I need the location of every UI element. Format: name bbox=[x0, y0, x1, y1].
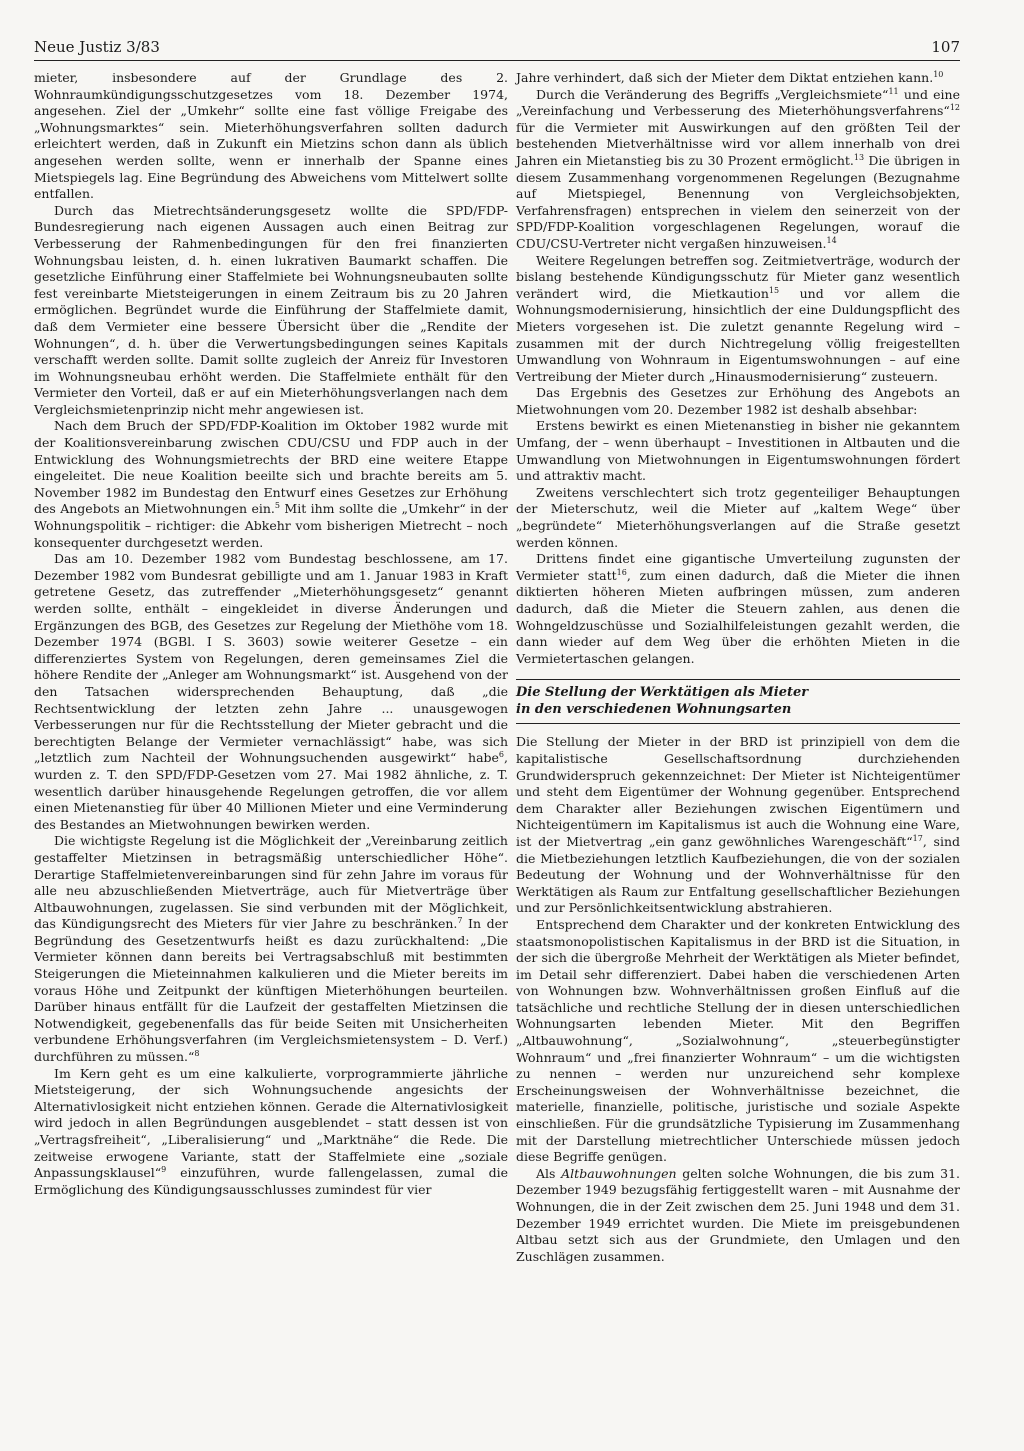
right-column bbox=[516, 70, 960, 1265]
emphasis-term: Altbauwohnungen bbox=[561, 1165, 677, 1181]
paragraph: Als Altbauwohnungen gelten solche Wohnungen, die bis zum 31. Dezember 1949 bezugsfähig fertiggestellt waren – mit Ausnahme der Wohnungen, die in der Zeit zwischen dem 25. Juni 1948 und dem 31. Dezember 1949 errichtet wurden. Die Miete im preisgebundenen Altbau setzt sich aus der Grundmiete, den Umlagen und den Zuschlägen zusammen. bbox=[516, 1165, 960, 1264]
footnote-ref: 8 bbox=[194, 1048, 200, 1058]
section-heading bbox=[516, 679, 960, 724]
footnote-ref: 10 bbox=[933, 69, 944, 79]
footnote-ref: 12 bbox=[949, 103, 960, 113]
section-heading-line: Die Stellung der Werktätigen als Mieter bbox=[516, 685, 809, 701]
footnote-ref: 5 bbox=[274, 501, 280, 511]
footnote-ref: 14 bbox=[826, 235, 837, 245]
paragraph: Nach dem Bruch der SPD/FDP-Koalition im Oktober 1982 wurde mit der Koalitionsvereinbarung zwischen CDU/CSU und FDP auch in der Entwicklung des Wohnungsmietrechts der BRD eine weitere Etappe eingeleitet. Die neue Koalition beeilte sich und brachte bereits am 5. November 1982 im Bundestag den Entwurf eines Gesetzes zur Erhöhung des Angebots an Mietwohnungen ein.$^5$ Mit ihm sollte die „Umkehr“ in der Wohnungspolitik – richtiger: die Abkehr vom bisherigen Mietrecht – noch konsequenter durchgesetzt werden. bbox=[34, 418, 508, 550]
paragraph: Entsprechend dem Charakter und der konkreten Entwicklung des staatsmonopolistischen Kapitalismus in der BRD ist die Situation, in der sich die übergroße Mehrheit der Werktätigen als Mieter befindet, im Detail sehr differenziert. Dabei haben die verschiedenen Arten von Wohnungen bzw. Wohnverhältnissen großen Einfluß auf die tatsächliche und rechtliche Stellung der in diesen unterschiedlichen Wohnungsarten lebenden Mieter. Mit den Begriffen „Altbauwohnung“, „Sozialwohnung“, „steuerbegünstigter Wohnraum“ und „frei finanzierter Wohnraum“ – um die wichtigsten zu nennen – werden nur unzureichend sehr komplexe Erscheinungsweisen der Wohnverhältnisse bezeichnet, die materielle, finanzielle, politische, juristische und soziale Aspekte einschließen. Für die grundsätzliche Typisierung im Zusammenhang mit der Darstellung mietrechtlicher Unterschiede müssen jedoch diese Begriffe genügen. bbox=[516, 916, 960, 1165]
footnote-ref: 9 bbox=[161, 1165, 167, 1175]
paragraph: Erstens bewirkt es einen Mietenanstieg in bisher nie gekanntem Umfang, der – wenn überhaupt – Investitionen in Altbauten und die Umwandlung von Mietwohnungen in Eigentumswohnungen fördert und attraktiv macht. bbox=[516, 418, 960, 484]
paragraph: Drittens findet eine gigantische Umverteilung zugunsten der Vermieter statt$^{16}$, zum einen dadurch, daß die Mieter die ihnen diktierten höheren Mieten aufbringen müssen, zum anderen dadurch, daß die Mieter die Steuern zahlen, aus denen die Wohngeldzuschüsse und Sozialhilfeleistungen gezahlt werden, die dann wieder auf dem Weg über die erhöhten Mieten in die Vermietertaschen gelangen. bbox=[516, 551, 960, 666]
paragraph: Jahre verhindert, daß sich der Mieter dem Diktat entziehen kann.$^{10}$ bbox=[516, 69, 944, 85]
paragraph: mieter, insbesondere auf der Grundlage des 2. Wohnraumkündigungsschutzgesetzes vom 18. Dezember 1974, angesehen. Ziel der „Umkehr“ sollte eine fast völlige Freigabe des „Wohnungsmarktes“ sein. Mieterhöhungsverfahren sollten dadurch erleichtert werden, daß in Zukunft ein Mietzins schon dann als üblich angesehen werden sollte, wenn er innerhalb der Spanne eines Mietspiegels lag. Eine Begründung des Abweichens vom Mittelwert sollte entfallen. bbox=[34, 70, 508, 202]
paragraph: Weitere Regelungen betreffen sog. Zeitmietverträge, wodurch der bislang bestehende Kündigungsschutz für Mieter ganz wesentlich verändert wird, die Mietkaution$^{15}$ und vor allem die Wohnungsmodernisierung, hinsichtlich der eine Duldungspflicht des Mieters vorgesehen ist. Die zuletzt genannte Regelung wird – zusammen mit der durch Nichtregelung völlig freigestellten Umwandlung von Wohnraum in Eigentumswohnungen – auf eine Vertreibung der Mieter durch „Hinausmodernisierung“ zusteuern. bbox=[516, 252, 960, 384]
running-header bbox=[34, 36, 960, 61]
paragraph: Die Stellung der Mieter in der BRD ist prinzipiell von dem die kapitalistische Gesellschaftsordnung durchziehenden Grundwiderspruch gekennzeichnet: Der Mieter ist Nichteigentümer und steht dem Eigentümer der Wohnung gegenüber. Entsprechend dem Charakter aller Beziehungen zwischen Eigentümern und Nichteigentümern im Kapitalismus ist auch die Wohnung eine Ware, ist der Mietvertrag „ein ganz gewöhnliches Warengeschäft“$^{17}$, sind die Mietbeziehungen letztlich Kaufbeziehungen, die von der sozialen Bedeutung der Wohnung und der Wohnverhältnisse für den Werktätigen als Raum zur Entfaltung gesellschaftlicher Beziehungen und zur Persönlichkeitsentwicklung abstrahieren. bbox=[516, 734, 960, 916]
footnote-ref: 6 bbox=[498, 750, 505, 760]
footnote-ref: 17 bbox=[912, 833, 923, 843]
paragraph: Im Kern geht es um eine kalkulierte, vorprogrammierte jährliche Mietsteigerung, der sich Wohnungsuchende angesichts der Alternativlosigkeit nicht entziehen können. Gerade die Alternativlosigkeit wird jedoch in allen Begründungen ausgeblendet – statt dessen ist von „Vertragsfreiheit“, „Liberalisierung“ und „Marktnähe“ die Rede. Die zeitweise erwogene Variante, statt der Staffelmiete eine „soziale Anpassungsklausel“$^9$ einzuführen, wurde fallengelassen, zumal die Ermöglichung des Kündigungsausschlusses zumindest für vier bbox=[34, 1065, 508, 1197]
left-column bbox=[34, 70, 508, 1198]
paragraph: Durch das Mietrechtsänderungsgesetz wollte die SPD/FDP-Bundesregierung nach eigenen Aussagen auch einen Beitrag zur Verbesserung der Rahmenbedingungen für den frei finanzierten Wohnungsbau leisten, d. h. einen lukrativen Baumarkt schaffen. Die gesetzliche Einführung einer Staffelmiete bei Wohnungsneubauten sollte fest vereinbarte Mietsteigerungen in einem Zeitraum bis zu 20 Jahren ermöglichen. Begründet wurde die Einführung der Staffelmiete damit, daß dem Vermieter eine bessere Übersicht über die „Rendite der Wohnungen“, d. h. über die Verwertungsbedingungen seines Kapitals verschafft werden sollte. Damit sollte zugleich der Anreiz für Investoren im Wohnungsneubau erhöht werden. Die Staffelmiete enthält für den Vermieter den Vorteil, daß er auf ein Mieterhöhungsverlangen nach dem Vergleichsmietenprinzip nicht mehr angewiesen ist. bbox=[34, 202, 508, 417]
paragraph: Zweitens verschlechtert sich trotz gegenteiliger Behauptungen der Mieterschutz, weil die Mieter auf „kaltem Wege“ über „begründete“ Mieterhöhungsverlangen auf die Straße gesetzt werden können. bbox=[516, 484, 960, 550]
footnote-ref: 15 bbox=[768, 285, 780, 295]
footnote-ref: 13 bbox=[853, 152, 865, 162]
page-number: 107 bbox=[931, 38, 960, 56]
paragraph: Das am 10. Dezember 1982 vom Bundestag beschlossene, am 17. Dezember 1982 vom Bundesrat gebilligte und am 1. Januar 1983 in Kraft getretene Gesetz, das zutreffender „Mieterhöhungsgesetz“ genannt werden sollte, enthält – eingekleidet in diverse Änderungen und Ergänzungen des BGB, des Gesetzes zur Regelung der Miethöhe vom 18. Dezember 1974 (BGBl. I S. 3603) sowie weiterer Gesetze – ein differenziertes System von Regelungen, deren gemeinsames Ziel die höhere Rendite der „Anleger am Wohnungsmarkt“ ist. Ausgehend von der den Tatsachen widersprechenden Behauptung, daß „die Rechtsentwicklung der letzten zehn Jahre ... unausgewogen Verbesserungen nur für die Rechtsstellung der Mieter gebracht und die berechtigten Belange der Vermieter vernachlässigt“ habe, was sich „letztlich zum Nachteil der Wohnungsuchenden ausgewirkt“ habe$^6$, wurden z. T. den SPD/FDP-Gesetzen vom 27. Mai 1982 ähnliche, z. T. wesentlich darüber hinausgehende Regelungen getroffen, die vor allem einen Mietenanstieg für über 40 Millionen Mieter und eine Verminderung des Bestandes an Mietwohnungen bewirken werden. bbox=[34, 551, 508, 832]
footnote-ref: 7 bbox=[457, 916, 463, 926]
paragraph: Die wichtigste Regelung ist die Möglichkeit der „Vereinbarung zeitlich gestaffelter Mietzinsen in betragsmäßig unterschiedlicher Höhe“. Derartige Staffelmietenvereinbarungen sind für zehn Jahre im voraus für alle neu abzuschließenden Mietverträge, auch für Mietverträge über Altbauwohnungen, zugelassen. Sie sind verbunden mit der Möglichkeit, das Kündigungsrecht des Mieters für vier Jahre zu beschränken.$^7$ In der Begründung des Gesetzentwurfs heißt es dazu zurückhaltend: „Die Vermieter können dann bereits bei Vertragsabschluß mit bestimmten Steigerungen die Mieteinnahmen kalkulieren und die Mieter bereits im voraus Höhe und Zeitpunkt der künftigen Mieterhöhungen beurteilen. Darüber hinaus entfällt für die Laufzeit der gestaffelten Mietzinsen die Notwendigkeit, gegebenenfalls das für beide Seiten mit Unsicherheiten verbundene Erhöhungsverfahren (im Vergleichsmietensystem – D. Verf.) durchführen zu müssen.“$^8$ bbox=[34, 833, 509, 1065]
paragraph: Das Ergebnis des Gesetzes zur Erhöhung des Angebots an Mietwohnungen vom 20. Dezember 1982 ist deshalb absehbar: bbox=[516, 385, 960, 417]
journal-title: Neue Justiz 3/83 bbox=[34, 38, 160, 56]
paragraph: Durch die Veränderung des Begriffs „Vergleichsmiete“$^{11}$ und eine „Vereinfachung und Verbesserung des Mieterhöhungsverfahrens“$^{12}$ für die Vermieter mit Auswirkungen auf den größten Teil der bestehenden Mietverhältnisse wird vor allem innerhalb von drei Jahren ein Mietanstieg bis zu 30 Prozent ermöglicht.$^{13}$ Die übrigen in diesem Zusammenhang vorgenommenen Regelungen (Bezugnahme auf Mietspiegel, Benennung von Vergleichsobjekten, Verfahrensfragen) entsprechen in vielem den seinerzeit von der SPD/FDP-Koalition vorgeschlagenen Regelungen, worauf die CDU/CSU-Vertreter nicht vergaßen hinzuweisen.$^{14}$ bbox=[516, 86, 960, 251]
section-heading-line: in den verschiedenen Wohnungsarten bbox=[516, 702, 792, 718]
footnote-ref: 16 bbox=[616, 567, 627, 577]
footnote-ref: 11 bbox=[888, 86, 899, 96]
